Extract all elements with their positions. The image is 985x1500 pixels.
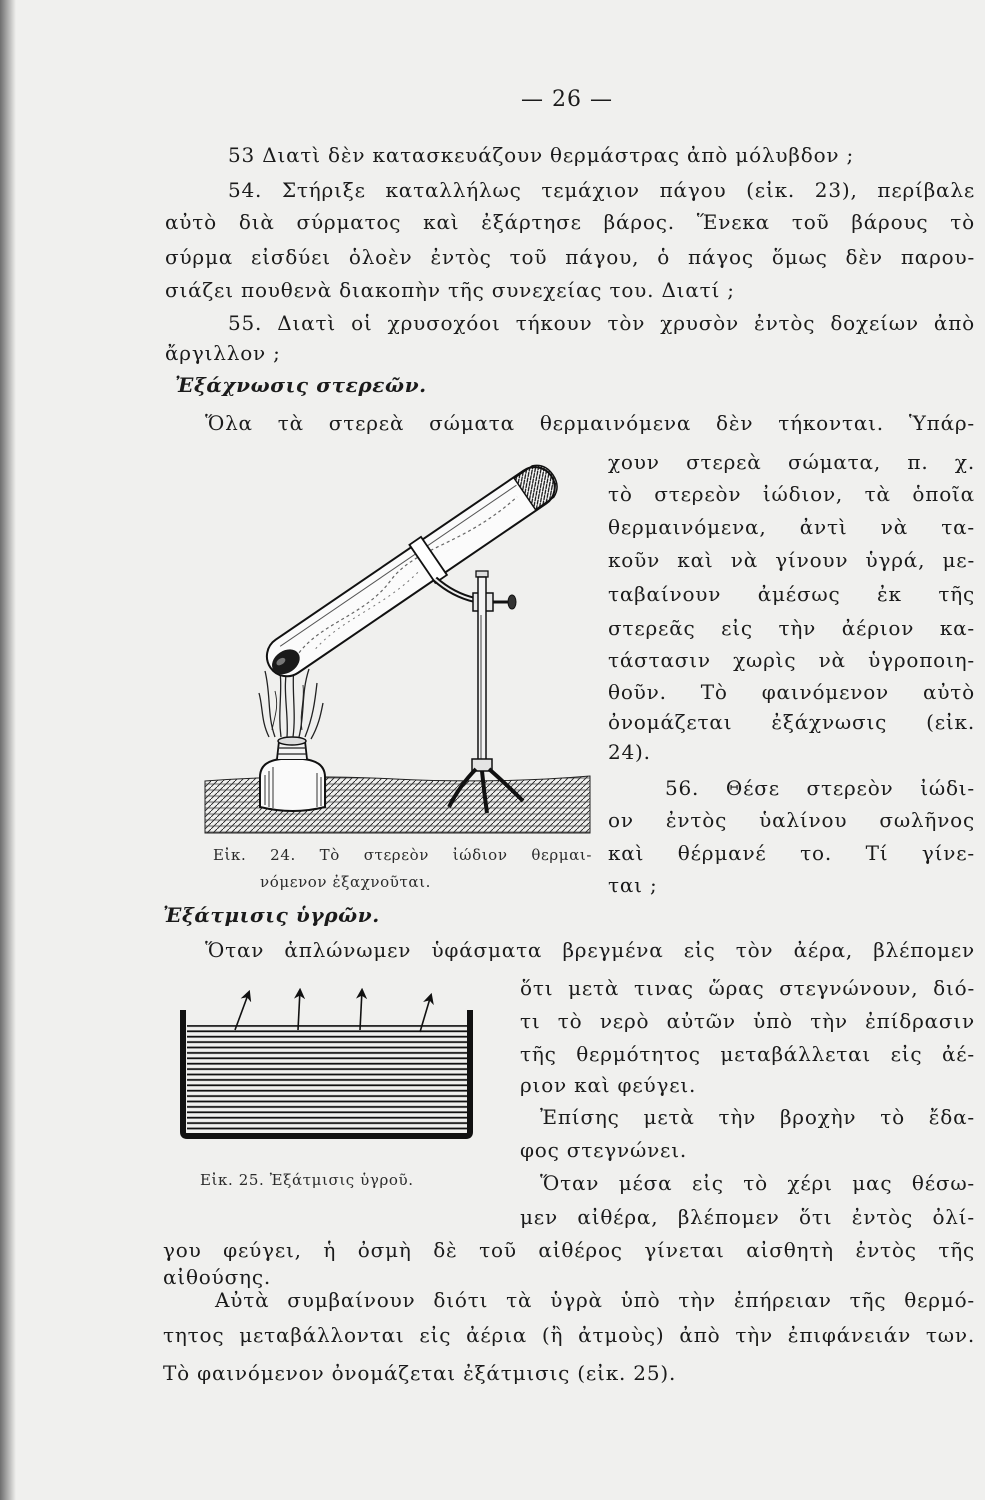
question-56-line: ον ἐντὸς ὑαλίνου σωλῆνος (608, 808, 975, 832)
evaporation-paragraph-line: μεν αἰθέρα, βλέπομεν ὅτι ἐντὸς ὀλί- (520, 1205, 975, 1229)
stand-rod (476, 571, 488, 763)
figure-24-caption: Εἰκ. 24. Τὸ στερεὸν ἰώδιον θερμαι- (213, 846, 592, 864)
evaporation-paragraph-line: τητος μεταβάλλονται εἰς ἀέρια (ἢ ἀτμοὺς) ἀπὸ τὴν ἐπιφάνειάν των. (163, 1323, 975, 1347)
vapor-arrow (235, 992, 249, 1030)
figure-25 (175, 980, 480, 1145)
evaporation-paragraph-line: ὅτι μετὰ τινας ὥρας στεγνώνουν, διό- (520, 976, 975, 1000)
question-56-line: καὶ θέρμανέ το. Τί γίνε- (608, 841, 975, 865)
evaporation-paragraph-line: Ὅταν ἁπλώνωμεν ὑφάσματα βρεγμένα εἰς τὸν ἀέρα, βλέπομεν (205, 938, 975, 962)
page-number: — 26 — (521, 87, 613, 112)
liquid (187, 1025, 467, 1131)
sublimation-paragraph-line: θοῦν. Τὸ φαινόμενον αὐτὸ (608, 680, 975, 704)
sublimation-paragraph-line: κοῦν καὶ νὰ γίνουν ὑγρά, με- (608, 548, 975, 572)
vapor-arrow (298, 990, 300, 1030)
evaporation-paragraph-line: Ὅταν μέσα εἰς τὸ χέρι μας θέσω- (540, 1171, 975, 1195)
question-56-line: ται ; (608, 873, 658, 897)
evaporation-paragraph-line: γου φεύγει, ἡ ὀσμὴ δὲ τοῦ αἰθέρος γίνεται αἰσθητὴ ἐντὸς τῆς (163, 1238, 975, 1262)
sublimation-paragraph-line: ταβαίνουν ἀμέσως ἐκ τῆς (608, 582, 975, 606)
sublimation-paragraph-line: τὸ στερεὸν ἰώδιον, τὰ ὁποῖα (608, 482, 975, 506)
question-53-line: 53 Διατὶ δὲν κατασκευάζουν θερμάστρας ἀπὸ μόλυβδον ; (228, 143, 855, 167)
vapor-arrow (360, 990, 362, 1030)
evaporation-paragraph-line: τῆς θερμότητος μεταβάλλεται εἰς ἀέ- (520, 1042, 975, 1066)
figure-24-caption: νόμενον ἐξαχνοῦται. (260, 873, 431, 891)
sublimation-paragraph-line: θερμαινόμενα, ἀντὶ νὰ τα- (608, 515, 975, 539)
evaporation-paragraph-line: Τὸ φαινόμενον ὀνομάζεται ἐξάτμισις (εἰκ. 25). (163, 1361, 677, 1385)
sublimation-paragraph-line: στερεᾶς εἰς τὴν ἀέριον κα- (608, 616, 975, 640)
figure-24 (205, 445, 595, 840)
section-heading-evaporation: Ἐξάτμισις ὑγρῶν. (163, 903, 380, 927)
page-edge-shadow (0, 0, 16, 1500)
evaporation-paragraph-line: τι τὸ νερὸ αὐτῶν ὑπὸ τὴν ἐπίδρασιν (520, 1009, 975, 1033)
question-56-line: 56. Θέσε στερεὸν ἰώδι- (665, 776, 975, 800)
question-55-line: ἄργιλλον ; (165, 341, 281, 365)
figure-25-caption: Εἰκ. 25. Ἐξάτμισις ὑγροῦ. (200, 1171, 414, 1189)
sublimation-paragraph-line: τάστασιν χωρὶς νὰ ὑγροποιη- (608, 648, 975, 672)
evaporation-paragraph-line: φος στεγνώνει. (520, 1138, 688, 1162)
evaporation-paragraph-line: ριον καὶ φεύγει. (520, 1073, 697, 1097)
question-54-line: σιάζει πουθενὰ διακοπὴν τῆς συνεχείας του. Διατί ; (165, 278, 735, 302)
evaporation-paragraph-line: Αὐτὰ συμβαίνουν διότι τὰ ὑγρὰ ὑπὸ τὴν ἐπήρειαν τῆς θερμό- (215, 1288, 975, 1312)
question-55-line: 55. Διατὶ οἱ χρυσοχόοι τήκουν τὸν χρυσὸν ἐντὸς δοχείων ἀπὸ (228, 311, 975, 335)
sublimation-paragraph-line: χουν στερεὰ σώματα, π. χ. (608, 450, 975, 474)
sublimation-paragraph-line: ὀνομάζεται ἐξάχνωσις (εἰκ. (608, 710, 975, 734)
question-54-line: αὐτὸ διὰ σύρματος καὶ ἐξάρτησε βάρος. Ἕνεκα τοῦ βάρους τὸ (165, 210, 975, 234)
evaporation-paragraph-line: αἰθούσης. (163, 1265, 271, 1289)
sublimation-paragraph-line: Ὅλα τὰ στερεὰ σώματα θερμαινόμενα δὲν τήκονται. Ὑπάρ- (205, 411, 975, 435)
question-54-line: 54. Στήριξε καταλλήλως τεμάχιον πάγου (εἰκ. 23), περίβαλε (228, 178, 975, 202)
alcohol-lamp (260, 737, 325, 811)
section-heading-sublimation: Ἐξάχνωσις στερεῶν. (175, 373, 427, 397)
question-54-line: σύρμα εἰσδύει ὁλοὲν ἐντὸς τοῦ πάγου, ὁ πάγος ὅμως δὲν παρου- (165, 245, 975, 269)
evaporation-paragraph-line: Ἐπίσης μετὰ τὴν βροχὴν τὸ ἔδα- (540, 1105, 975, 1129)
clamp (435, 579, 516, 611)
sublimation-paragraph-line: 24). (608, 740, 651, 764)
test-tube (257, 456, 565, 687)
